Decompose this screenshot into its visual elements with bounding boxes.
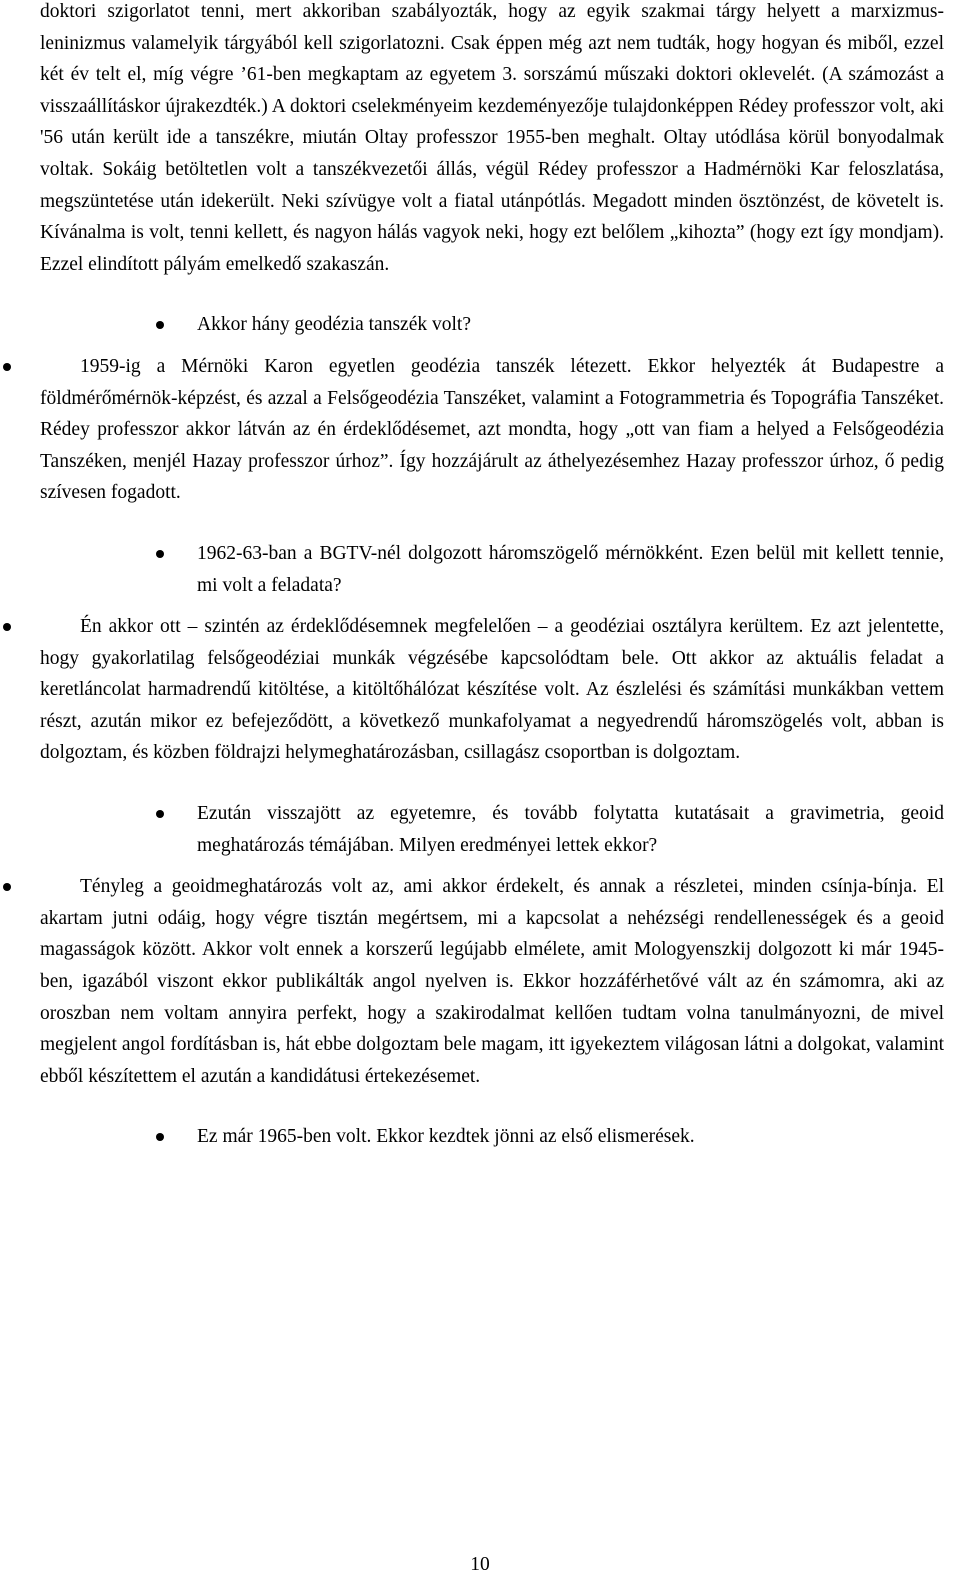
bullet-icon [3,883,11,891]
question-text: Akkor hány geodézia tanszék volt? [197,314,471,336]
answer-text: 1959-ig a Mérnöki Karon egyetlen geodézia tanszék létezett. Ekkor helyezték át Budapestre a földmérőmérnök-képzést, és azzal a Felsőgeodézia Tanszéket, valamint a Fotogrammetria és Topográfia Tanszéket. Rédey professzor akkor látván az én érdeklődésemet, azt mondta, hogy „ott van fiam a helyed a Felsőgeodézia Tanszéken, menjél Hazay professzor úrhoz”. Így hozzájárult az áthelyezésemhez Hazay professzor úrhoz, ő pedig szívesen fogadott. [40,355,944,504]
page-number: 10 [470,1554,490,1575]
interview-question [197,798,944,861]
bullet-icon [156,321,164,329]
bullet-icon [3,363,11,371]
interview-answer [40,611,944,769]
question-text: 1962-63-ban a BGTV-nél dolgozott háromszögelő mérnökként. Ezen belül mit kellett tennie, mi volt a feladata? [197,542,944,596]
answer-text: Tényleg a geoidmeghatározás volt az, ami akkor érdekelt, és annak a részletei, minden csínja-bínja. El akartam jutni odáig, hogy végre tisztán megértsem, mi a kapcsolat a nehézségi rendellenességek és a geoid magasságok között. Akkor volt ennek a korszerű legújabb elmélete, amit Mologyenszkij dolgozott ki már 1945-ben, igazából viszont ekkor publikálták angol nyelven is. Ekkor hozzáférhetővé vált az én számomra, aki az oroszban nem voltam annyira perfekt, hogy a szakirodalmat kellően tudtam volna tanulmányozni, de mivel megjelent angol fordításban is, hát ebbe dolgoztam bele magam, itt igyekeztem világosan látni a dolgokat, valamint ebből készítettem el azután a kandidátusi értekezésemet. [40,876,944,1087]
interview-answer [40,871,944,1092]
document-page [40,0,944,1153]
interview-question [197,309,944,341]
bullet-icon [156,550,164,558]
bullet-icon [156,1133,164,1141]
answer-text: Én akkor ott – szintén az érdeklődésemnek megfelelően – a geodéziai osztályra kerültem. Ez azt jelentette, hogy gyakorlatilag felsőgeodéziai munkák végzésébe kapcsolódtam bele. Ott akkor az aktuális feladat a keretláncolat harmadrendű kitöltése, a kitöltőhálózat készítése volt. Az észlelési és számítási munkákban vettem részt, azután mikor ez befejeződött, a következő munkafolyamat a negyedrendű háromszögelés volt, abban is dolgoztam, és közben földrajzi helymeghatározásban, csillagász csoportban is dolgoztam. [40,616,944,764]
question-text: Ezután visszajött az egyetemre, és tovább folytatta kutatásait a gravimetria, geoid meghatározás témájában. Milyen eredményei lettek ekkor? [197,803,944,856]
question-text: Ez már 1965-ben volt. Ekkor kezdtek jönni az első elismerések. [197,1126,695,1148]
interview-answer [40,351,944,509]
bullet-icon [3,623,11,631]
paragraph-intro: doktori szigorlatot tenni, mert akkoriban szabályozták, hogy az egyik szakmai tárgy helyett a marxizmus-leninizmus valamelyik tárgyából kell szigorlatozni. Csak éppen még azt nem tudták, hogy hogyan és miből, ezzel két év telt el, míg végre ’61-ben megkaptam az egyetem 3. sorszámú műszaki doktori oklevelét. (A számozást a visszaállításkor újrakezdték.) A doktori cselekményeim kezdeményezője tulajdonképpen Rédey professzor volt, aki '56 után került ide a tanszékre, miután Oltay professzor 1955-ben meghalt. Oltay utódlása körül bonyodalmak voltak. Sokáig betöltetlen volt a tanszékvezetői állás, végül Rédey professzor a Hadmérnöki Kar feloszlatása, megszüntetése után idekerült. Neki szívügye volt a fiatal utánpótlás. Megadott minden ösztönzést, de követelt is. Kívánalma is volt, tenni kellett, és nagyon hálás vagyok neki, hogy ezt belőlem „kihozta” (hogy ezt így mondjam). Ezzel elindított pályám emelkedő szakaszán. [40,1,944,275]
interview-question [197,538,944,601]
bullet-icon [156,810,164,818]
interview-question [197,1121,944,1153]
